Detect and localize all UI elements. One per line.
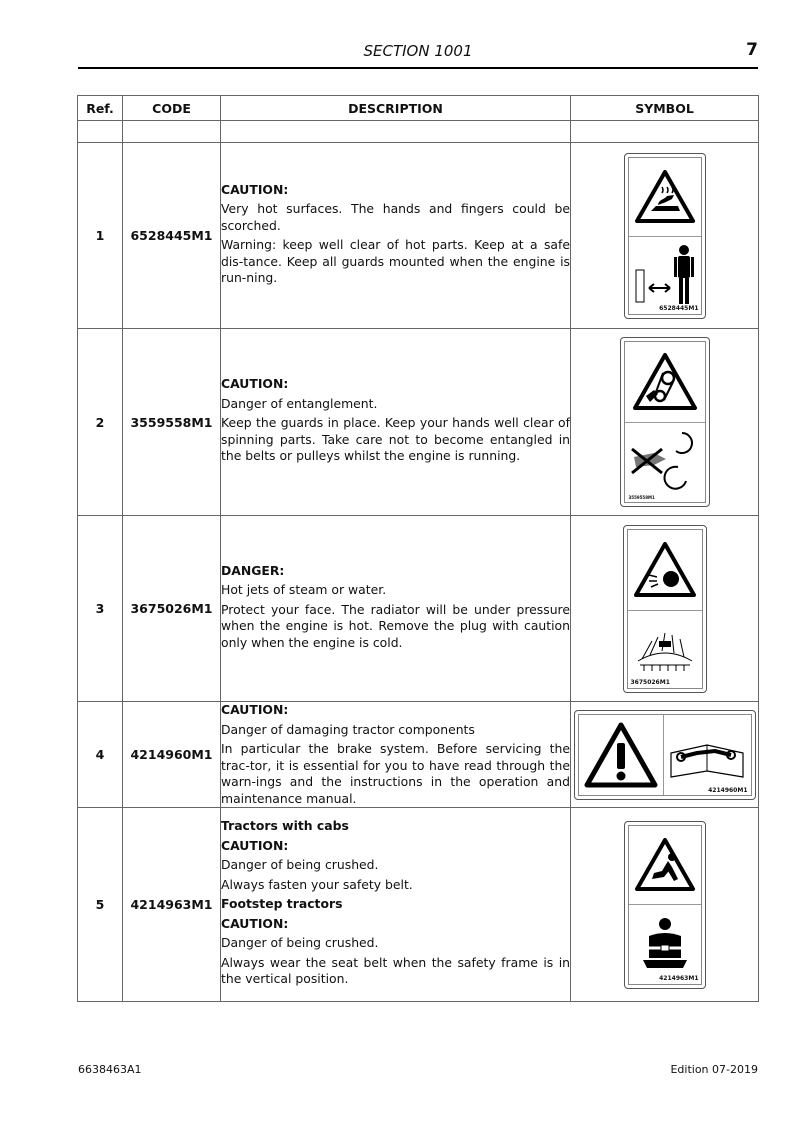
row-heading: CAUTION:: [221, 915, 289, 931]
row-heading: CAUTION:: [221, 702, 289, 717]
row-ref: 2: [78, 329, 123, 516]
row-symbol: [571, 516, 759, 702]
page-number: 7: [746, 40, 758, 60]
decal-code: 4214960M1: [708, 786, 748, 794]
safety-decal: [624, 153, 706, 319]
row-description: [221, 702, 571, 808]
crush-warning-icon: [629, 826, 701, 905]
row-line: Warning: keep well clear of hot parts. Keep at a safe dis-tance. Keep all guards mounted when the engine is run-ning.: [221, 237, 570, 285]
row-ref: 4: [78, 702, 123, 808]
col-header-description: DESCRIPTION: [221, 96, 571, 121]
row-line: Danger of being crushed.: [221, 857, 379, 873]
col-header-code: CODE: [123, 96, 221, 121]
row-heading: CAUTION:: [221, 837, 289, 853]
row-line: Keep the guards in place. Keep your hands well clear of spinning parts. Take care not to become entangled in the belts or pulleys whilst the engine is running.: [221, 415, 570, 464]
decal-code: 6528445M1: [659, 304, 699, 312]
row-description: [221, 143, 571, 329]
row-line: Very hot surfaces. The hands and fingers could be scorched.: [221, 201, 570, 233]
row-line: Danger of being crushed.: [221, 935, 379, 951]
table-row: [78, 808, 759, 1002]
no-hands-rotating-parts-icon: [625, 423, 705, 501]
row-symbol: [571, 702, 759, 808]
row-heading: CAUTION:: [221, 376, 289, 392]
decal-code: 3675026M1: [630, 678, 670, 686]
page-header: [78, 40, 758, 68]
spacer-row: [78, 121, 759, 143]
row-subheading: Footstep tractors: [221, 896, 343, 912]
general-warning-icon: [579, 715, 664, 795]
table-header-row: [78, 96, 759, 121]
table-row: [78, 516, 759, 702]
decal-code: 4214963M1: [659, 974, 699, 982]
row-line: In particular the brake system. Before servicing the trac-tor, it is essential for you to have read through the warn-ings and the instructions in the operation and maintenance manual.: [221, 741, 570, 806]
document-code: 6638463A1: [78, 1063, 142, 1076]
row-ref: 1: [78, 143, 123, 329]
col-header-symbol: SYMBOL: [571, 96, 759, 121]
safety-decal: [624, 821, 706, 989]
header-rule: [78, 67, 758, 69]
row-description: [221, 808, 571, 1002]
row-ref: 3: [78, 516, 123, 702]
edition-label: Edition 07-2019: [670, 1063, 758, 1076]
row-ref: 5: [78, 808, 123, 1002]
row-line: Danger of damaging tractor components: [221, 721, 475, 737]
table-row: [78, 702, 759, 808]
row-line: Danger of entanglement.: [221, 395, 378, 411]
row-code: 3675026M1: [123, 516, 221, 702]
table-row: [78, 329, 759, 516]
table-row: [78, 143, 759, 329]
safety-decal: [620, 337, 710, 507]
row-description: [221, 329, 571, 516]
row-line: Hot jets of steam or water.: [221, 582, 387, 598]
row-symbol: [571, 143, 759, 329]
row-code: 4214963M1: [123, 808, 221, 1002]
radiator-pressure-icon: [628, 611, 702, 687]
read-manual-icon: [664, 715, 750, 795]
keep-distance-icon: [629, 237, 701, 313]
entanglement-warning-icon: [625, 342, 705, 423]
row-heading: CAUTION:: [221, 181, 289, 197]
col-header-ref: Ref.: [78, 96, 123, 121]
row-line: Always fasten your safety belt.: [221, 876, 413, 892]
row-heading: DANGER:: [221, 562, 285, 578]
row-code: 4214960M1: [123, 702, 221, 808]
seat-belt-icon: [629, 905, 701, 983]
row-code: 6528445M1: [123, 143, 221, 329]
steam-jet-warning-icon: [628, 530, 702, 611]
row-symbol: [571, 329, 759, 516]
safety-decal: [623, 525, 707, 693]
row-symbol: [571, 808, 759, 1002]
row-subheading: Tractors with cabs: [221, 818, 349, 834]
safety-symbols-table: [77, 95, 759, 1002]
row-code: 3559558M1: [123, 329, 221, 516]
section-title: SECTION 1001: [363, 42, 473, 60]
row-line: Always wear the seat belt when the safety frame is in the vertical position.: [221, 954, 570, 987]
hot-surface-warning-icon: [629, 158, 701, 237]
row-line: Protect your face. The radiator will be under pressure when the engine is hot. Remove the plug with caution only when the engine is cold.: [221, 601, 570, 650]
safety-decal: [574, 710, 756, 800]
decal-code: 3559558M1: [628, 495, 655, 500]
row-description: [221, 516, 571, 702]
